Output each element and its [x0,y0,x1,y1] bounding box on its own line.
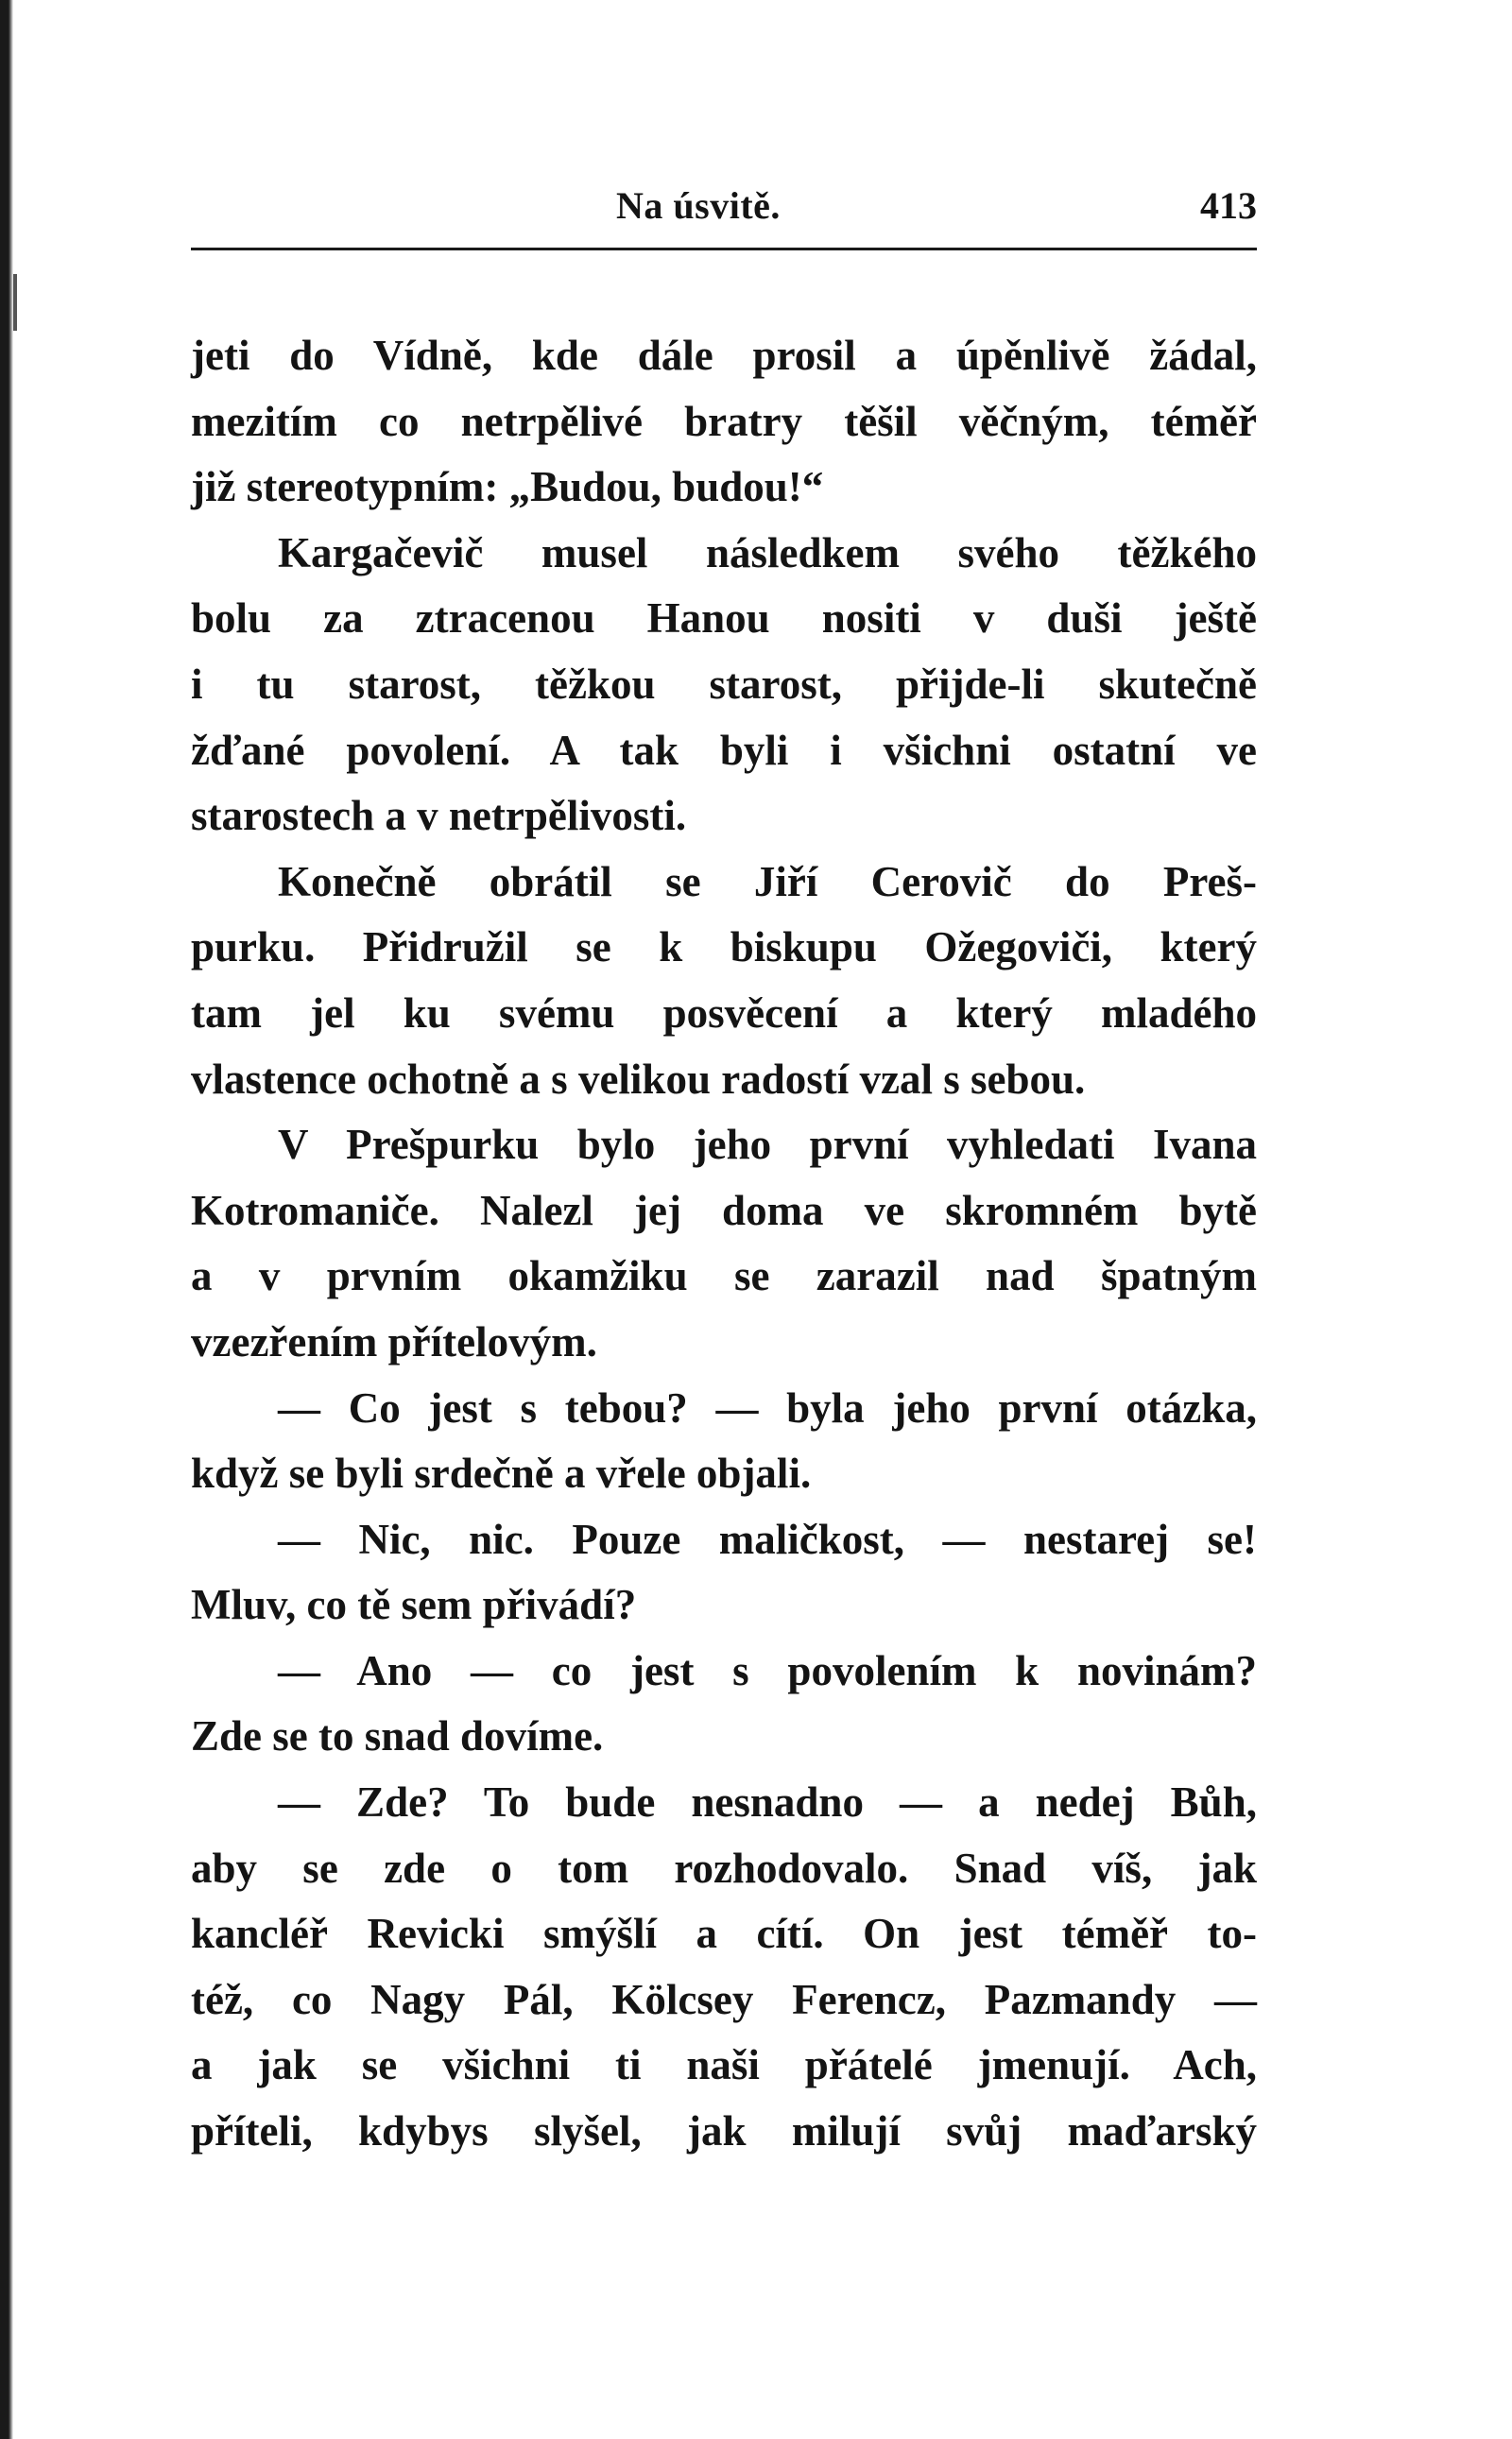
text-line: tam jel ku svému posvěcení a který mladého [191,988,1257,1037]
body-text [191,323,1257,2165]
text-line: a v prvním okamžiku se zarazil nad špatným [191,1252,1257,1300]
text-line: jeti do Vídně, kde dále prosil a úpěnlivě žádal, [191,332,1257,379]
text-line: též, co Nagy Pál, Kölcsey Ferencz, Pazmandy — [191,1975,1257,2023]
text-line: Mluv, co tě sem přivádí? [191,1581,637,1629]
text-line: příteli, kdybys slyšel, jak milují svůj maďarský [191,2107,1257,2156]
text-line: vzezřením přítelovým. [191,1317,597,1365]
text-line: purku. Přidružil se k biskupu Ožegoviči, který [191,923,1257,971]
text-line: — Zde? To bude nesnadno — a nedej Bůh, [278,1778,1257,1827]
header-rule [191,248,1257,250]
text-line: aby se zde o tom rozhodovalo. Snad víš, jak [191,1844,1257,1892]
text-line: mezitím co netrpělivé bratry těšil věčným, téměř [191,397,1257,445]
binding-mark [13,274,17,331]
text-line: žďané povolení. A tak byli i všichni ostatní ve [191,726,1257,774]
text-line: starostech a v netrpělivosti. [191,792,687,840]
running-head-title: Na úsvitě. [616,184,781,227]
text-line: a jak se všichni ti naši přátelé jmenují. Ach, [191,2041,1257,2089]
text-line: — Ano — co jest s povolením k novinám? [278,1646,1257,1694]
page-number: 413 [1200,184,1257,227]
text-line: již stereotypním: „Budou, budou!“ [191,463,824,511]
text-line: když se byli srdečně a vřele objali. [191,1450,812,1498]
book-page [191,180,1257,2156]
text-line: V Prešpurku bylo jeho první vyhledati Ivana [278,1121,1257,1169]
text-line: — Nic, nic. Pouze maličkost, — nestarej se! [278,1515,1257,1563]
text-line: vlastence ochotně a s velikou radostí vzal s sebou. [191,1055,1086,1103]
text-line: kancléř Revicki smýšlí a cítí. On jest téměř to- [191,1910,1257,1958]
text-line: Kotromaniče. Nalezl jej doma ve skromném bytě [191,1186,1257,1234]
running-head [191,180,1257,236]
text-line: Konečně obrátil se Jiří Cerovič do Preš- [278,857,1257,905]
text-line: Kargačevič musel následkem svého těžkého [278,528,1257,576]
text-line: — Co jest s tebou? — byla jeho první otázka, [278,1383,1257,1432]
text-line: i tu starost, těžkou starost, přijde-li skutečně [191,660,1257,708]
page-binding-edge [0,0,13,2439]
text-line: Zde se to snad dovíme. [191,1712,604,1761]
text-line: bolu za ztracenou Hanou nositi v duši ještě [191,594,1257,643]
